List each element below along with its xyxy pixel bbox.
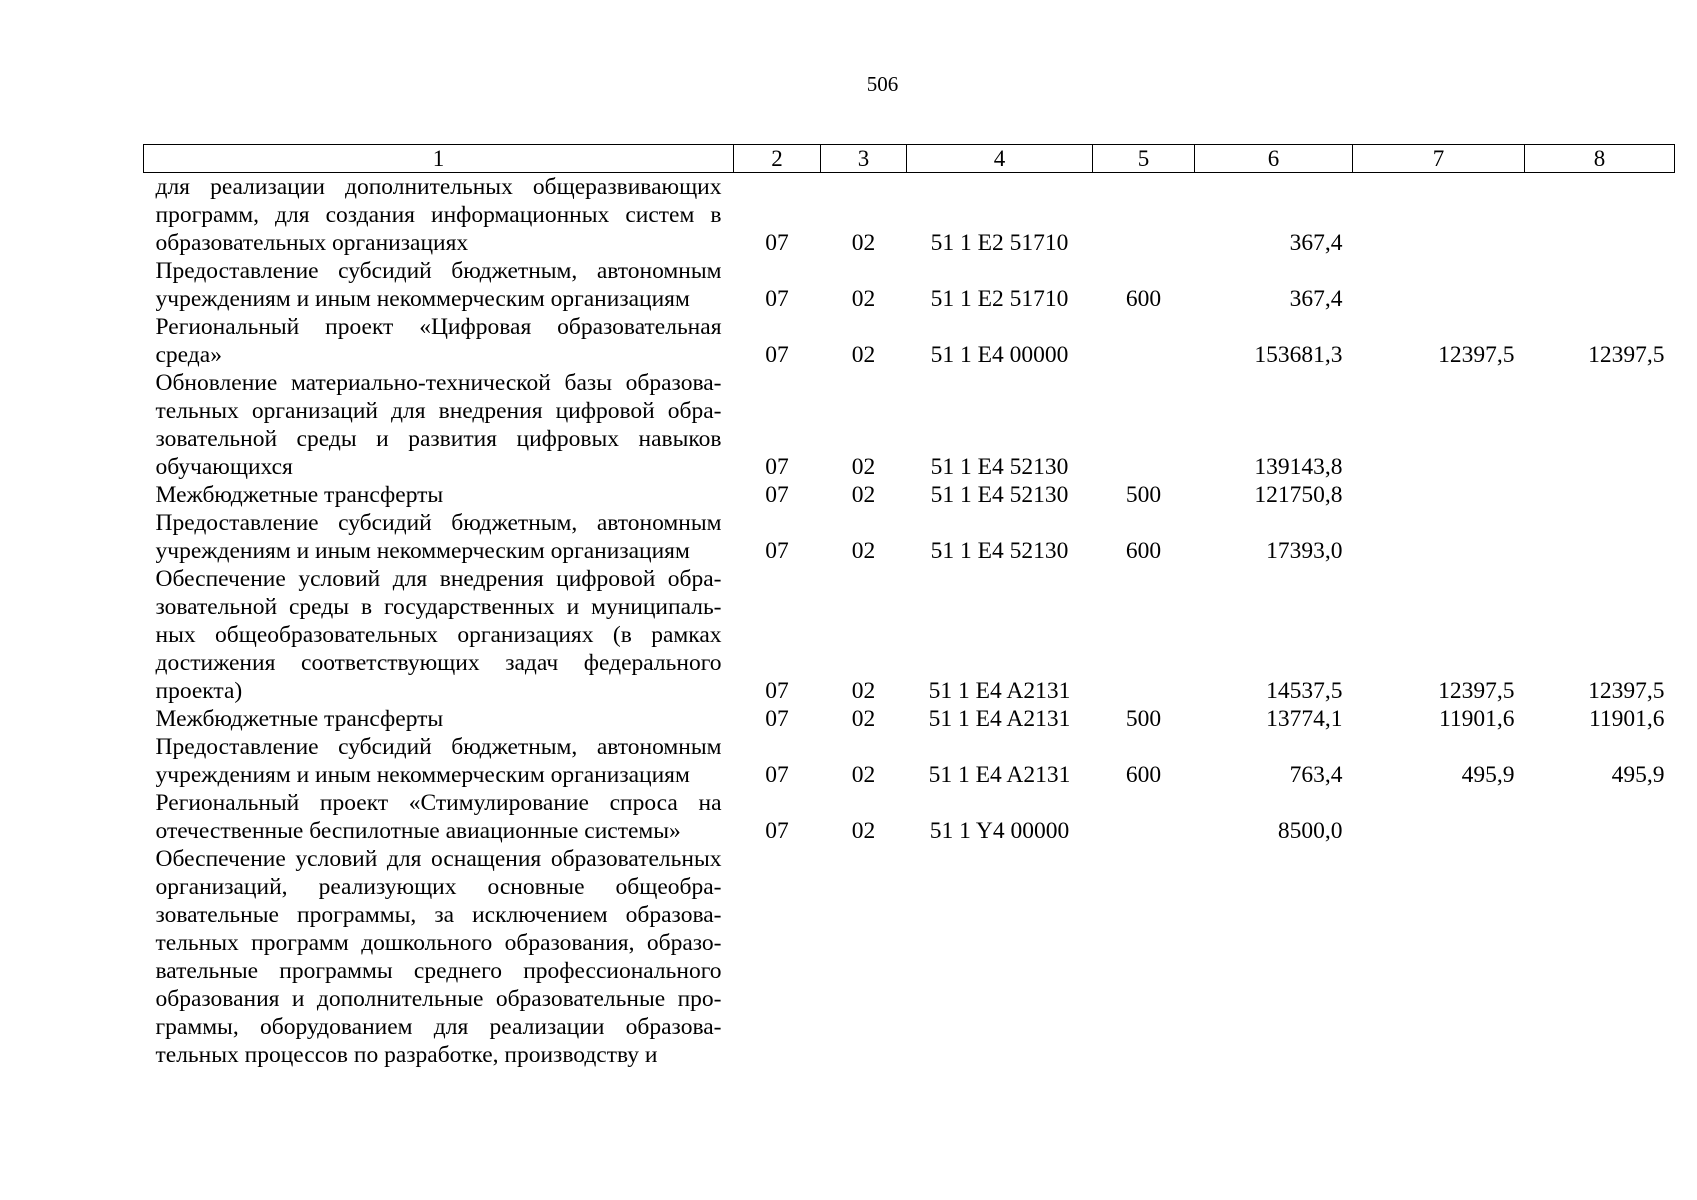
cell-amount-year1: 139143,8 — [1254, 454, 1343, 480]
header-row — [144, 145, 1675, 173]
cell-target-article: 51 1 E2 51710 — [930, 230, 1069, 256]
cell-subsection: 02 — [851, 482, 876, 508]
cell-target-article — [907, 845, 1093, 1069]
cell-target-article: 51 1 E4 52130 — [930, 454, 1069, 480]
cell-section: 07 — [765, 538, 789, 564]
cell-amount-year3 — [1525, 481, 1675, 509]
cell-amount-year3 — [1525, 257, 1675, 313]
table-row — [144, 565, 1675, 705]
cell-amount-year3: 495,9 — [1611, 762, 1665, 788]
cell-amount-year3 — [1525, 173, 1675, 258]
cell-expense-type: 500 — [1125, 706, 1162, 732]
cell-amount-year1: 8500,0 — [1277, 818, 1343, 844]
cell-name: Обеспечение условий для оснащения образовательных организаций, реализующих основные общеобразовательные программы, за исключением образовательных программ дошкольного образования, образовательные программы среднего профессионального образования и дополнительные образовательные программы, оборудованием для реализации образовательных процессов по разработке, производству и — [155, 846, 722, 1068]
cell-amount-year1: 367,4 — [1289, 230, 1343, 256]
cell-expense-type: 600 — [1125, 286, 1162, 312]
cell-subsection: 02 — [851, 230, 876, 256]
cell-section: 07 — [765, 286, 789, 312]
cell-target-article: 51 1 E4 A2131 — [928, 706, 1071, 732]
cell-amount-year2 — [1353, 845, 1525, 1069]
cell-section: 07 — [765, 762, 789, 788]
cell-amount-year3: 12397,5 — [1588, 342, 1665, 368]
cell-amount-year2 — [1353, 369, 1525, 481]
cell-amount-year3: 11901,6 — [1588, 706, 1665, 732]
cell-target-article: 51 1 Y4 00000 — [929, 818, 1070, 844]
cell-amount-year3 — [1525, 369, 1675, 481]
cell-section: 07 — [765, 706, 789, 732]
cell-amount-year1: 13774,1 — [1266, 706, 1343, 732]
cell-target-article: 51 1 E4 52130 — [930, 482, 1069, 508]
cell-name: Межбюджетные трансферты — [155, 706, 444, 732]
table-row — [144, 313, 1675, 369]
page-number: 506 — [866, 72, 899, 96]
cell-amount-year2 — [1353, 173, 1525, 258]
cell-amount-year2 — [1353, 257, 1525, 313]
table-row — [144, 173, 1675, 258]
cell-expense-type — [1093, 845, 1195, 1069]
table-row — [144, 789, 1675, 845]
column-header-7: 7 — [1353, 145, 1525, 173]
cell-section: 07 — [765, 482, 789, 508]
cell-target-article: 51 1 E4 00000 — [930, 342, 1069, 368]
cell-section — [734, 845, 821, 1069]
cell-name: Предоставление субсидий бюджетным, автономным учреждениям и иным некоммерческим организациям — [155, 258, 722, 312]
cell-expense-type — [1093, 565, 1195, 705]
column-header-8: 8 — [1525, 145, 1675, 173]
table-header — [144, 145, 1675, 173]
cell-amount-year1: 153681,3 — [1254, 342, 1343, 368]
cell-amount-year2 — [1353, 789, 1525, 845]
table-row — [144, 705, 1675, 733]
table-row — [144, 845, 1675, 1069]
cell-subsection — [821, 845, 907, 1069]
table-body — [144, 173, 1675, 1070]
table-row — [144, 481, 1675, 509]
cell-name: Обеспечение условий для внедрения цифровой образовательной среды в государственных и муниципальных общеобразовательных организациях (в рамках достижения соответствующих задач федерального проекта) — [155, 566, 722, 704]
cell-subsection: 02 — [851, 286, 876, 312]
cell-target-article: 51 1 E2 51710 — [930, 286, 1069, 312]
cell-name: Региональный проект «Стимулирование спроса на отечественные беспилотные авиационные системы» — [155, 790, 722, 844]
cell-amount-year2: 11901,6 — [1438, 706, 1515, 732]
cell-section: 07 — [765, 454, 789, 480]
cell-amount-year2 — [1353, 481, 1525, 509]
cell-name: Региональный проект «Цифровая образовательная среда» — [155, 314, 722, 368]
cell-expense-type — [1093, 369, 1195, 481]
cell-subsection: 02 — [851, 818, 876, 844]
cell-section: 07 — [765, 678, 789, 704]
cell-amount-year2: 12397,5 — [1438, 678, 1515, 704]
cell-amount-year1: 763,4 — [1289, 762, 1343, 788]
cell-subsection: 02 — [851, 762, 876, 788]
table-row — [144, 733, 1675, 789]
cell-name: Обновление материально-технической базы образовательных организаций для внедрения цифровой образовательной среды и развития цифровых навыков обучающихся — [155, 370, 722, 480]
cell-amount-year2 — [1353, 509, 1525, 565]
cell-section: 07 — [765, 230, 789, 256]
cell-subsection: 02 — [851, 678, 876, 704]
cell-target-article: 51 1 E4 A2131 — [928, 678, 1071, 704]
column-header-3: 3 — [821, 145, 907, 173]
cell-section: 07 — [765, 818, 789, 844]
column-header-2: 2 — [734, 145, 821, 173]
cell-amount-year3 — [1525, 789, 1675, 845]
cell-amount-year1: 367,4 — [1289, 286, 1343, 312]
cell-amount-year3: 12397,5 — [1588, 678, 1665, 704]
cell-amount-year1: 121750,8 — [1254, 482, 1343, 508]
cell-name: Межбюджетные трансферты — [155, 482, 444, 508]
cell-expense-type — [1093, 313, 1195, 369]
cell-expense-type — [1093, 173, 1195, 258]
cell-subsection: 02 — [851, 454, 876, 480]
cell-amount-year1 — [1195, 845, 1353, 1069]
cell-expense-type: 600 — [1125, 538, 1162, 564]
table-row — [144, 369, 1675, 481]
cell-target-article: 51 1 E4 A2131 — [928, 762, 1071, 788]
cell-expense-type — [1093, 789, 1195, 845]
cell-section: 07 — [765, 342, 789, 368]
cell-name: Предоставление субсидий бюджетным, автономным учреждениям и иным некоммерческим организациям — [155, 510, 722, 564]
column-header-1: 1 — [144, 145, 734, 173]
cell-subsection: 02 — [851, 342, 876, 368]
cell-amount-year2: 12397,5 — [1438, 342, 1515, 368]
table-row — [144, 509, 1675, 565]
table-row — [144, 257, 1675, 313]
cell-amount-year1: 17393,0 — [1266, 538, 1343, 564]
cell-subsection: 02 — [851, 538, 876, 564]
cell-amount-year2: 495,9 — [1461, 762, 1515, 788]
cell-name: для реализации дополнительных общеразвивающих программ, для создания информационных систем в образовательных организациях — [155, 174, 722, 256]
column-header-6: 6 — [1195, 145, 1353, 173]
budget-table — [143, 144, 1675, 1069]
cell-subsection: 02 — [851, 706, 876, 732]
cell-name: Предоставление субсидий бюджетным, автономным учреждениям и иным некоммерческим организациям — [155, 734, 722, 788]
column-header-4: 4 — [907, 145, 1093, 173]
cell-amount-year1: 14537,5 — [1266, 678, 1343, 704]
cell-amount-year3 — [1525, 509, 1675, 565]
cell-amount-year3 — [1525, 845, 1675, 1069]
cell-expense-type: 500 — [1125, 482, 1162, 508]
cell-expense-type: 600 — [1125, 762, 1162, 788]
cell-target-article: 51 1 E4 52130 — [930, 538, 1069, 564]
column-header-5: 5 — [1093, 145, 1195, 173]
